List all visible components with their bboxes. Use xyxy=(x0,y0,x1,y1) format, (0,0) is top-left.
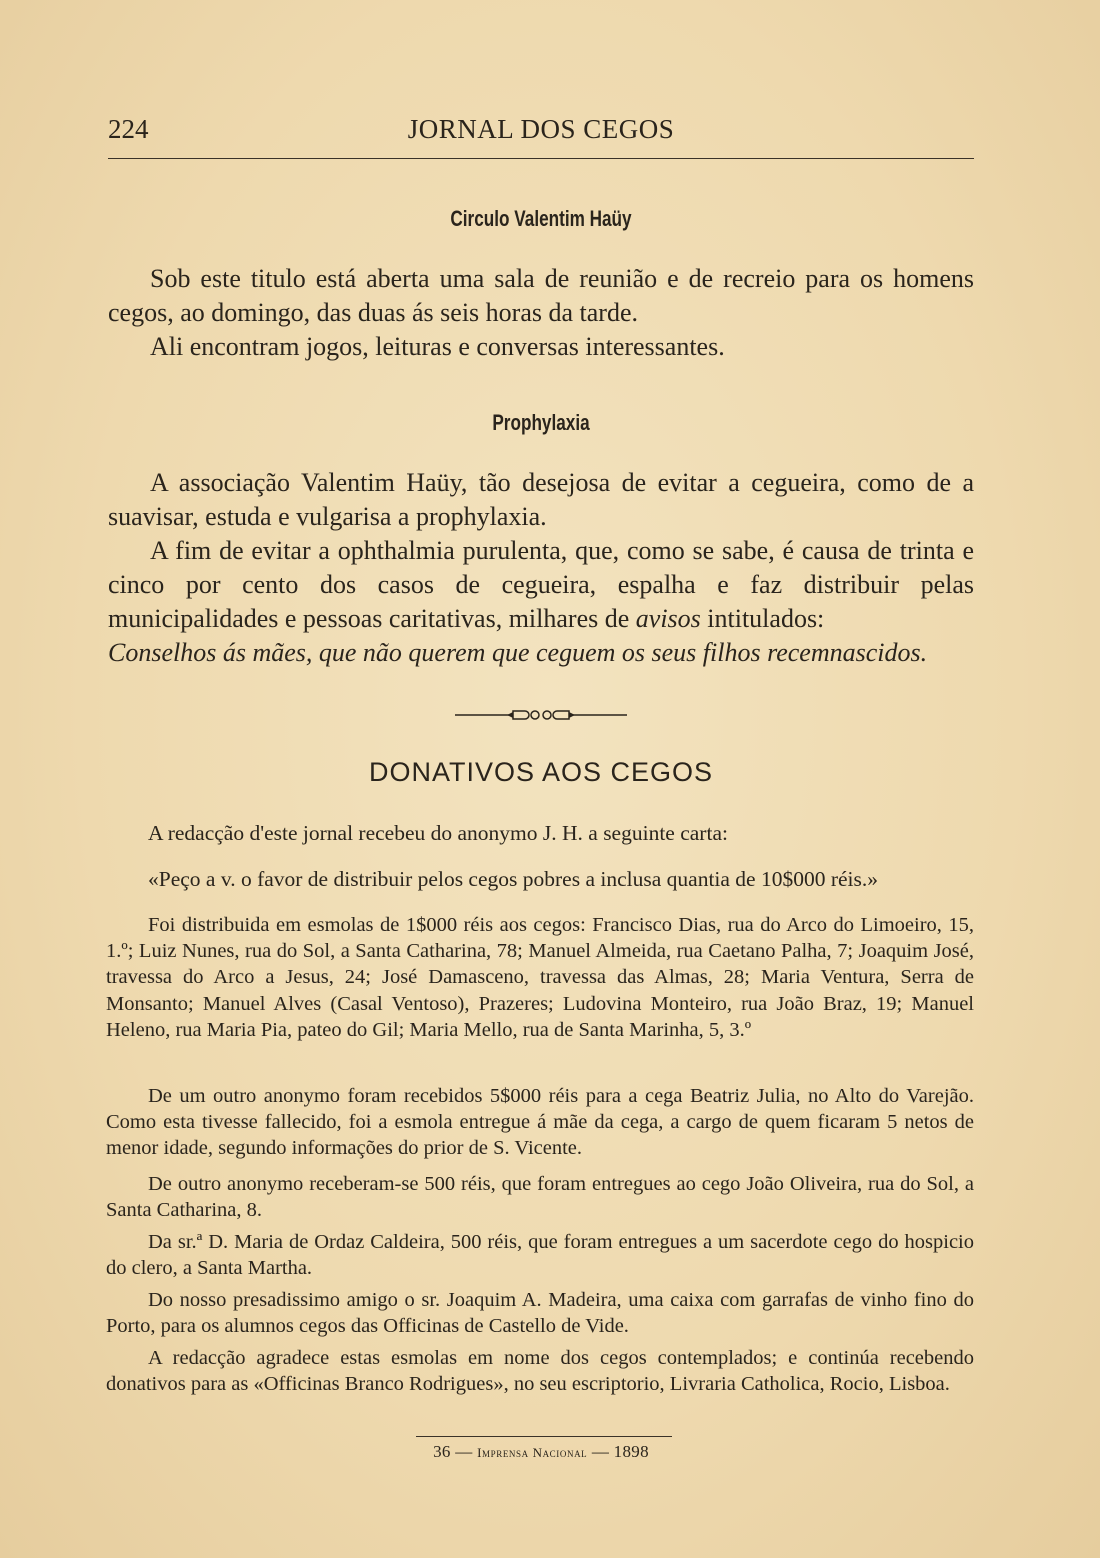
page-number: 224 xyxy=(108,114,149,144)
prophylaxia-paragraph-2 xyxy=(108,534,974,670)
section-title-donativos: DONATIVOS AOS CEGOS xyxy=(368,757,714,787)
donativos-paragraph-3: De outro anonymo receberam-se 500 réis, que foram entregues ao cego João Oliveira, rua do Sol, a Santa Catharina, 8. xyxy=(106,1173,974,1222)
imprint-name: Imprensa Nacional xyxy=(477,1445,588,1460)
donativos-paragraph-1: Foi distribuida em esmolas de 1$000 réis aos cegos: Francisco Dias, rua do Arco do Limoeiro, 15, 1.º; Luiz Nunes, rua do Sol, a Santa Catharina, 78; Manuel Almeida, rua Caetano Palha, 7; Joaquim José, travessa do Arco a Jesus, 24; José Damasceno, travessa das Almas, 28; Maria Ventura, Serra de Monsanto; Manuel Alves (Casal Ventoso), Prazeres; Ludovina Monteiro, rua João Braz, 19; Manuel Heleno, rua Maria Pia, pateo do Gil; Maria Mello, rua de Santa Marinha, 5, 3.º xyxy=(106,914,974,1041)
journal-title: JORNAL DOS CEGOS xyxy=(407,114,675,144)
donativos-intro: A redacção d'este jornal recebeu do anonymo J. H. a seguinte carta: xyxy=(148,821,728,845)
imprint-prefix: 36 — xyxy=(433,1442,478,1461)
donativos-paragraph-6: A redacção agradece estas esmolas em nome dos cegos contemplados; e continúa recebendo donativos para as «Officinas Branco Rodrigues», no seu escriptorio, Livraria Catholica, Rocio, Lisboa. xyxy=(106,1347,974,1396)
footer-rule xyxy=(416,1436,672,1437)
section-title-prophylaxia: Prophylaxia xyxy=(492,410,590,435)
section-title-circulo: Circulo Valentim Haüy xyxy=(450,206,632,231)
circulo-paragraph-2: Ali encontram jogos, leituras e conversas interessantes. xyxy=(150,332,725,361)
imprint-line xyxy=(108,1442,974,1462)
donativos-paragraph-4: Da sr.ª D. Maria de Ordaz Caldeira, 500 réis, que foram entregues a um sacerdote cego do hospicio do clero, a Santa Martha. xyxy=(106,1231,974,1280)
donativos-letter: «Peço a v. o favor de distribuir pelos cegos pobres a inclusa quantia de 10$000 réis.» xyxy=(148,867,879,891)
circulo-paragraph-1: Sob este titulo está aberta uma sala de reunião e de recreio para os homens cegos, ao domingo, das duas ás seis horas da tarde. xyxy=(108,264,974,327)
running-head xyxy=(108,114,974,154)
conselhos-title: Conselhos ás mães, que não querem que ceguem os seus filhos recemnascidos. xyxy=(108,638,928,667)
donativos-paragraph-5: Do nosso presadissimo amigo o sr. Joaquim A. Madeira, uma caixa com garrafas de vinho fino do Porto, para os alumnos cegos das Officinas de Castello de Vide. xyxy=(106,1289,974,1338)
imprint-suffix: — 1898 xyxy=(587,1442,649,1461)
prophylaxia-paragraph-1: A associação Valentim Haüy, tão desejosa de evitar a cegueira, como de a suavisar, estuda e vulgarisa a prophylaxia. xyxy=(108,468,974,531)
donativos-paragraph-2: De um outro anonymo foram recebidos 5$000 réis para a cega Beatriz Julia, no Alto do Varejão. Como esta tivesse fallecido, foi a esmola entregue á mãe da cega, a cargo de quem ficaram 5 netos de menor idade, segundo informações do prior de S. Vicente. xyxy=(106,1085,974,1160)
ornamental-divider xyxy=(455,706,627,724)
prophylaxia-paragraph-2-after: intitulados: xyxy=(700,604,825,633)
avisos-word: avisos xyxy=(635,604,701,633)
header-rule xyxy=(108,158,974,159)
prophylaxia-paragraph-2-text: A fim de evitar a ophthalmia purulenta, que, como se sabe, é causa de trinta e cinco por cento dos casos de cegueira, espalha e faz distribuir pelas municipalidades e pessoas caritativas, milhares de xyxy=(108,536,974,633)
